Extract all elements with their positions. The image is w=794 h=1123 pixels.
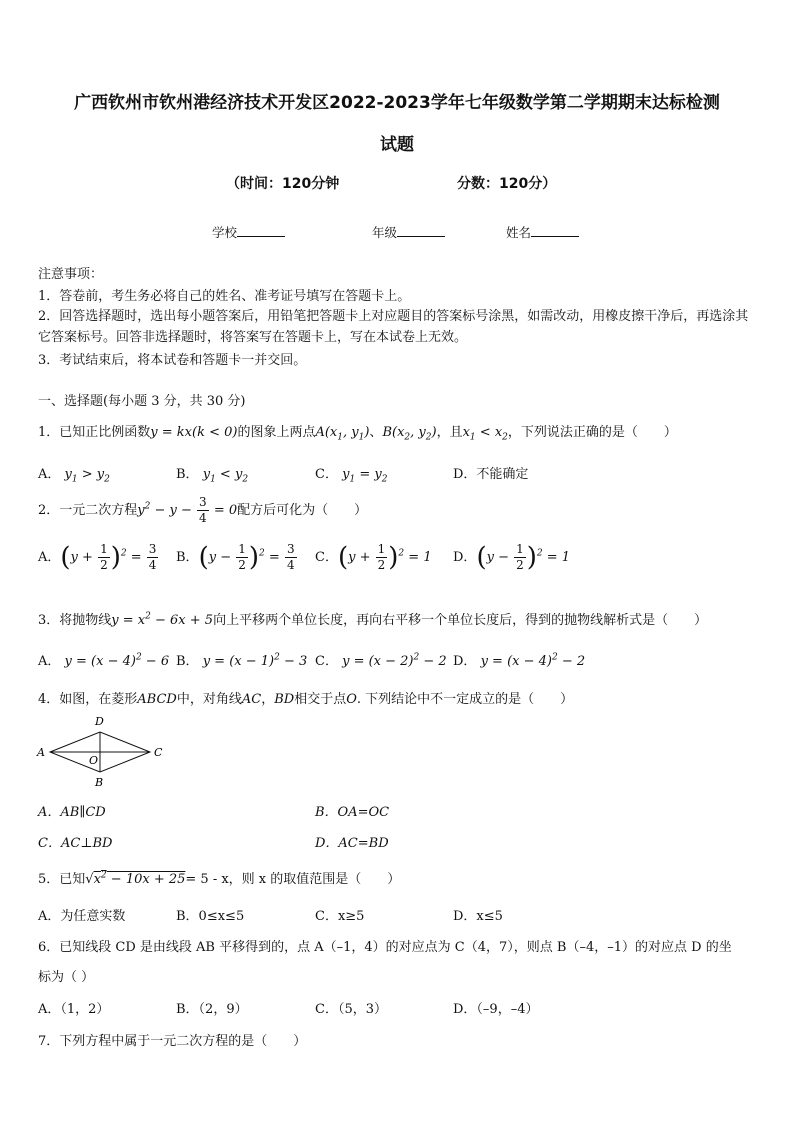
question-7: 7．下列方程中属于一元二次方程的是（ ） [38, 1034, 307, 1049]
q5-option-a[interactable]: A．为任意实数 [38, 909, 126, 924]
school-field [212, 223, 285, 241]
name-field [506, 223, 579, 241]
label-c: C [154, 746, 163, 759]
notice-item-2: 2．回答选择题时，选出每小题答案后，用铅笔把答题卡上对应题目的答案标号涂黑，如需改动，用橡皮擦干净后，再选涂其它答案标号。回答非选择题时，将答案写在答题卡上，写在本试卷上无效。 [38, 309, 749, 345]
name-label: 姓名 [506, 225, 532, 240]
question-1 [38, 421, 758, 443]
label-d: D [95, 715, 104, 728]
q1-prefix: 1．已知正比例函数 [38, 425, 151, 440]
question-2 [38, 495, 758, 526]
q3-option-a[interactable]: A． $y = (x - 4)^2 - 6$ [38, 652, 170, 669]
section-heading: 一、选择题(每小题 3 分，共 30 分) [38, 394, 246, 409]
q5-radical: $√x^2 - 10x + 25$ [85, 870, 186, 887]
label-o: O [89, 754, 99, 767]
q2-equation: $y^2 - y$ − $\frac{3}{4}$ = 0 [137, 495, 238, 525]
question-5 [38, 868, 758, 887]
q1-mid3: ，且 [436, 425, 463, 440]
q5-option-c[interactable]: C．x≥5 [315, 909, 365, 924]
q3-option-b[interactable]: B． $y = (x - 1)^2 - 3$ [176, 652, 308, 669]
q1-point-a: $A(x_1$, $y_1$) [315, 425, 370, 443]
q1-option-c[interactable]: C． $y_1 = y_2$ [315, 467, 388, 485]
document-title-line2: 试题 [380, 135, 414, 155]
q1-mid: 的图象上两点 [237, 425, 316, 440]
grade-label: 年级 [372, 225, 398, 240]
q5-prefix: 5．已知 [38, 872, 86, 887]
q1-option-d[interactable]: D．不能确定 [453, 467, 529, 482]
q6-option-c[interactable]: C．（5，3） [315, 1002, 387, 1017]
notice-heading: 注意事项： [38, 267, 104, 282]
q6-option-a[interactable]: A．（1，2） [38, 1002, 110, 1017]
label-a: A [37, 746, 45, 759]
q1-option-a[interactable]: A． $y_1 > y_2$ [38, 467, 110, 485]
q4-option-b[interactable]: B．OA=OC [315, 805, 390, 820]
q2-option-d[interactable]: D．(y − $\frac{1}{2}$ )$^2$ = 1 [453, 542, 571, 573]
name-blank[interactable] [531, 224, 579, 237]
grade-field [372, 223, 445, 241]
q2-prefix: 2．一元二次方程 [38, 503, 138, 518]
q3-prefix: 3．将抛物线 [38, 613, 112, 628]
exam-time: （时间：120分钟 [226, 176, 340, 192]
q4-option-d[interactable]: D．AC=BD [315, 836, 389, 851]
q3-option-c[interactable]: C． $y = (x - 2)^2 - 2$ [315, 652, 447, 669]
q3-option-d[interactable]: D． $y = (x - 4)^2 - 2$ [453, 652, 586, 669]
notice-item-1: 1．答卷前，考生务必将自己的姓名、准考证号填写在答题卡上。 [38, 289, 411, 304]
q3-parabola: $y = x^2 - 6x + 5$ [111, 611, 214, 628]
question-6-line2: 标为（ ） [38, 970, 95, 985]
rhombus-figure [34, 712, 166, 792]
q5-suffix: = 5 - x，则 x 的取值范围是（ ） [185, 872, 401, 887]
document-title-line1: 广西钦州市钦州港经济技术开发区2022-2023学年七年级数学第二学期期末达标检测 [74, 93, 720, 113]
q4-option-c[interactable]: C．AC⊥BD [38, 836, 113, 851]
q1-mid2: 、 [369, 425, 383, 440]
q5-option-b[interactable]: B．0≤x≤5 [176, 909, 245, 924]
question-4: 4．如图，在菱形ABCD中，对角线AC，BD相交于点O. 下列结论中不一定成立的是（ ） [38, 692, 574, 707]
q1-suffix: ，下列说法正确的是（ ） [507, 425, 677, 440]
q6-option-d[interactable]: D．（–9，–4） [453, 1002, 539, 1017]
q6-option-b[interactable]: B．（2，9） [176, 1002, 248, 1017]
label-b: B [95, 776, 104, 789]
notice-item-3: 3．考试结束后，将本试卷和答题卡一并交回。 [38, 353, 307, 368]
q1-point-b: $B(x_2$, $y_2$) [382, 425, 437, 443]
q4-option-a[interactable]: A．AB∥CD [38, 805, 106, 820]
q3-suffix: 向上平移两个单位长度，再向右平移一个单位长度后，得到的抛物线解析式是（ ） [213, 613, 708, 628]
school-blank[interactable] [237, 224, 285, 237]
q2-option-c[interactable]: C．(y + $\frac{1}{2}$ )$^2$ = 1 [315, 542, 432, 573]
q1-option-b[interactable]: B． $y_1 < y_2$ [176, 467, 249, 485]
grade-blank[interactable] [397, 224, 445, 237]
question-3 [38, 609, 758, 628]
q2-option-a[interactable]: A．(y + $\frac{1}{2}$ )$^2$ = $\frac{3}{4}$ [38, 542, 157, 573]
question-6-line1: 6．已知线段 CD 是由线段 AB 平移得到的，点 A（–1，4）的对应点为 C（4，7），则点 B（–4，–1）的对应点 D 的坐 [38, 940, 732, 955]
q2-suffix: 配方后可化为（ ） [237, 503, 368, 518]
school-label: 学校 [212, 225, 238, 240]
q1-condition: $x_1 < x_2$ [462, 425, 508, 443]
q5-option-d[interactable]: D．x≤5 [453, 909, 503, 924]
q2-option-b[interactable]: B．(y − $\frac{1}{2}$ )$^2$ = $\frac{3}{4}$ [176, 542, 295, 573]
exam-score: 分数：120分） [457, 176, 557, 192]
q1-function: y = kx(k < 0) [150, 425, 238, 440]
